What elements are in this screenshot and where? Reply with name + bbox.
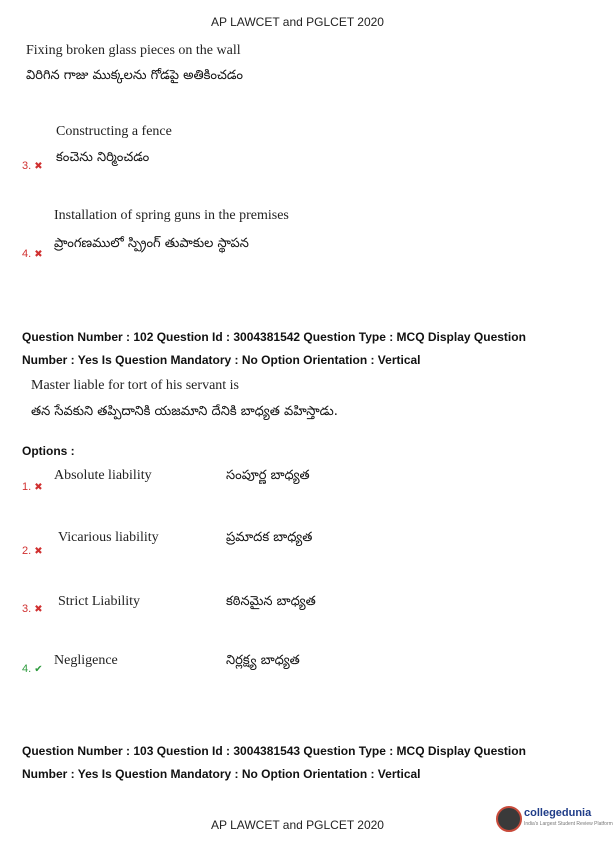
option-number-label: 4.	[22, 663, 32, 675]
options-label: Options :	[22, 444, 75, 458]
page-footer: AP LAWCET and PGLCET 2020	[211, 818, 384, 832]
prev-option-text-te: విరిగిన గాజు ముక్కలను గోడపై అతికించడం	[26, 68, 243, 83]
question-102-text-en: Master liable for tort of his servant is	[31, 378, 240, 393]
option-2-en: Vicarious liability	[58, 530, 159, 545]
wrong-icon: ✖	[34, 249, 43, 260]
page-header: AP LAWCET and PGLCET 2020	[211, 15, 384, 29]
logo-tagline: India's Largest Student Review Platform	[524, 821, 613, 827]
option-1-te: సంపూర్ణ బాధ్యత	[226, 468, 310, 483]
wrong-icon: ✖	[34, 482, 43, 493]
option-number-label: 1.	[22, 481, 32, 493]
question-102-meta-line2: Number : Yes Is Question Mandatory : No Option Orientation : Vertical	[22, 353, 421, 367]
prev-option-4-en: Installation of spring guns in the premises	[54, 208, 289, 223]
prev-option-3-en: Constructing a fence	[56, 124, 172, 139]
option-number-label: 3.	[22, 160, 32, 172]
check-icon: ✔	[34, 664, 43, 675]
option-3-te: కఠినమైన బాధ్యత	[226, 594, 316, 609]
option-1-number	[22, 481, 43, 493]
prev-option-3-te: కంచెను నిర్మించడం	[56, 150, 150, 165]
question-103-meta-line2: Number : Yes Is Question Mandatory : No Option Orientation : Vertical	[22, 767, 421, 781]
wrong-icon: ✖	[34, 161, 43, 172]
option-4-en: Negligence	[54, 653, 118, 668]
option-4-number	[22, 663, 43, 675]
question-102-meta-line1: Question Number : 102 Question Id : 3004381542 Question Type : MCQ Display Question	[22, 330, 526, 344]
logo-avatar-icon	[496, 806, 522, 832]
option-3-number	[22, 603, 43, 615]
logo-name: collegedunia	[524, 807, 592, 819]
prev-option-4-te: ప్రాంగణములో స్ప్రింగ్ తుపాకుల స్థాపన	[54, 236, 249, 251]
prev-option-3-number	[22, 160, 43, 172]
question-103-meta	[22, 740, 582, 786]
question-103-meta-line1: Question Number : 103 Question Id : 3004381543 Question Type : MCQ Display Question	[22, 744, 526, 758]
option-number-label: 4.	[22, 248, 32, 260]
prev-option-text-en: Fixing broken glass pieces on the wall	[26, 43, 241, 58]
option-3-en: Strict Liability	[58, 594, 141, 609]
option-4-te: నిర్లక్ష్య బాధ్యత	[226, 653, 300, 668]
question-102-text-te: తన సేవకుని తప్పిదానికి యజమాని దేనికి బాధ్యత వహిస్తాడు.	[31, 404, 338, 419]
option-number-label: 2.	[22, 545, 32, 557]
option-2-number	[22, 545, 43, 557]
question-102-meta	[22, 326, 582, 372]
option-1-en: Absolute liability	[54, 468, 152, 483]
wrong-icon: ✖	[34, 546, 43, 557]
collegedunia-logo	[496, 804, 613, 838]
option-number-label: 3.	[22, 603, 32, 615]
option-2-te: ప్రమాదక బాధ్యత	[226, 530, 313, 545]
wrong-icon: ✖	[34, 604, 43, 615]
prev-option-4-number	[22, 248, 43, 260]
